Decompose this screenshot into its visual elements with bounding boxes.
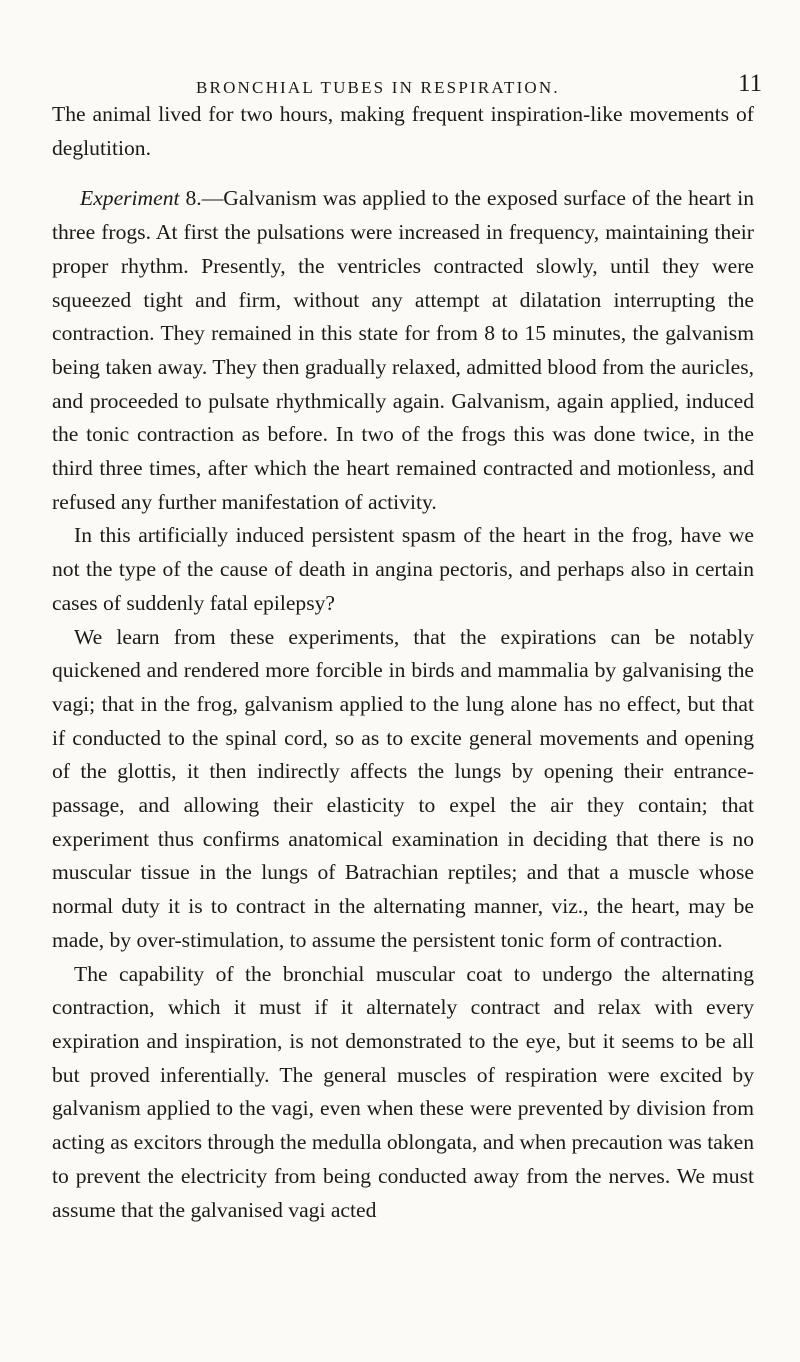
paragraph-bronchial-muscular-coat: The capability of the bronchial muscular coat to undergo the alternating contraction, which it must if it alternately contract and relax with every expiration and inspiration, is not demonstrated to the eye, but it seems to be all but proved inferentially. The general muscles of respiration were excited by galvanism applied to the vagi, even when these were prevented by division from acting as excitors through the medulla oblongata, and when precaution was taken to prevent the electricity from being conducted away from the nerves. We must assume that the galvanised vagi acted	[52, 961, 754, 1222]
paragraph-continuation: The animal lived for two hours, making frequent inspiration-like movements of deglutition.	[52, 102, 754, 160]
experiment-number: 8.—	[185, 186, 224, 211]
running-head: BRONCHIAL TUBES IN RESPIRATION.	[196, 78, 560, 97]
experiment-label: Experiment	[80, 186, 180, 211]
experiment-text: Galvanism was applied to the exposed surface of the heart in three frogs. At first the pulsations were increased in frequency, maintaining their proper rhythm. Presently, the ventricles contracted slowly, until they were squeezed tight and firm, without any attempt at dilatation interrupting the contraction. They remained in this state for from 8 to 15 minutes, the galvanism being taken away. They then gradually relaxed, admitted blood from the auricles, and proceeded to pulsate rhythmically again. Galvanism, again applied, induced the tonic contraction as before. In two of the frogs this was done twice, in the third three times, after which the heart remained contracted and motionless, and refused any further manifestation of activity.	[52, 186, 754, 514]
paragraph-conclusions: We learn from these experiments, that the expirations can be notably quickened and rendered more forcible in birds and mammalia by galvanising the vagi; that in the frog, galvanism applied to the lung alone has no effect, but that if conducted to the spinal cord, so as to excite general movements and opening of the glottis, it then indirectly affects the lungs by opening their entrance-passage, and allowing their elasticity to expel the air they contain; that experiment thus confirms anatomical examination in deciding that there is no muscular tissue in the lungs of Batrachian reptiles; and that a muscle whose normal duty it is to contract in the alternating manner, viz., the heart, may be made, by over-stimulation, to assume the persistent tonic form of contraction.	[52, 624, 754, 952]
paragraph-angina-pectoris: In this artificially induced persistent spasm of the heart in the frog, have we not the type of the cause of death in angina pectoris, and perhaps also in certain cases of suddenly fatal epilepsy?	[52, 523, 754, 615]
body-text	[52, 98, 754, 1227]
page-number: 11	[738, 70, 763, 97]
paragraph-experiment-8	[52, 182, 754, 519]
